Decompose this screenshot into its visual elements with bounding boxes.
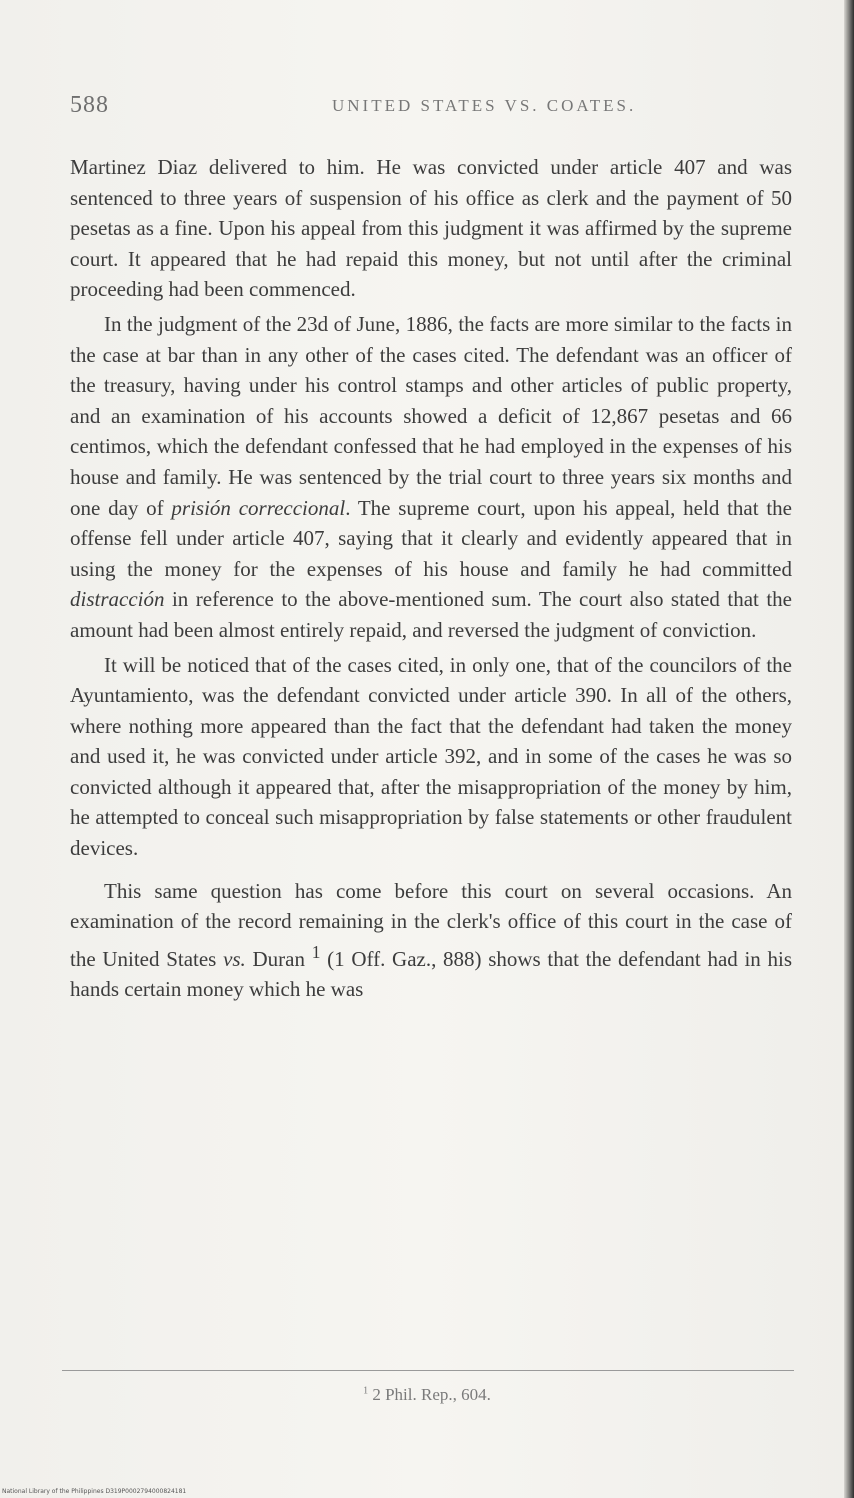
text-run: Duran [245, 946, 312, 971]
text-run: Martinez Diaz delivered to him. He was convicted under article 407 and was sentenced to three years of suspension of his office as clerk and the payment of 50 pesetas as a fine. Upon his appeal from this judgment it was affirmed by the supreme court. It appeared that he had repaid this money, but not until after the criminal proceeding had been commenced. [70, 155, 792, 302]
scan-stamp: National Library of the Philippines D319P0002794000824181 [2, 1488, 187, 1495]
page-edge-shadow [844, 0, 854, 1498]
footnote [0, 1385, 854, 1405]
text-run: . The supreme court, upon his appeal, held that the offense fell under article 407, saying that it clearly and evidently appeared that in using the money for the expenses of his house and family he had committed [70, 495, 792, 581]
footnote-marker: 1 [363, 1385, 369, 1397]
text-run: In the judgment of the 23d of June, 1886, the facts are more similar to the facts in the case at bar than in any other of the cases cited. The defendant was an officer of the treasury, having under his control stamps and other articles of public property, and an examination of his accounts showed a deficit of 12,867 pesetas and 66 centimos, which the defendant confessed that he had employed in the expenses of his house and family. He was sentenced by the trial court to three years six months and one day of [70, 311, 792, 520]
text-run: This same question has come before this court on several occasions. An examination of the record remaining in the clerk's office of this court in the case of the United States [70, 878, 792, 971]
footnote-ref: 1 [311, 941, 321, 962]
text-run: in reference to the above-mentioned sum. The court also stated that the amount had been almost entirely repaid, and reversed the judgment of conviction. [70, 587, 792, 642]
text-run: It will be noticed that of the cases cited, in only one, that of the councilors of the Ayuntamiento, was the defendant convicted under article 390. In all of the others, where nothing more appeared than the fact that the defendant had taken the money and used it, he was convicted under article 392, and in some of the cases he was so convicted although it appeared that, after the misappropriation of the money by him, he attempted to conceal such misappropriation by false statements or other fraudulent devices. [70, 652, 792, 861]
paragraph-p3 [70, 650, 792, 864]
italic-term: vs. [223, 946, 246, 971]
italic-term: distracción [70, 587, 165, 612]
running-head: UNITED STATES VS. COATES. [332, 96, 637, 115]
page-header [70, 92, 794, 122]
italic-term: prisión correccional [171, 495, 346, 520]
body-text [70, 152, 792, 1005]
paragraph-p1 [70, 152, 792, 305]
page-number: 588 [70, 92, 109, 118]
footnote-text: 2 Phil. Rep., 604. [372, 1385, 491, 1404]
text-run: (1 Off. Gaz., 888) shows that the defendant had in his hands certain money which he was [70, 946, 792, 1002]
paragraph-p4 [70, 876, 792, 1005]
footnote-rule [62, 1370, 794, 1371]
paragraph-p2 [70, 309, 792, 646]
